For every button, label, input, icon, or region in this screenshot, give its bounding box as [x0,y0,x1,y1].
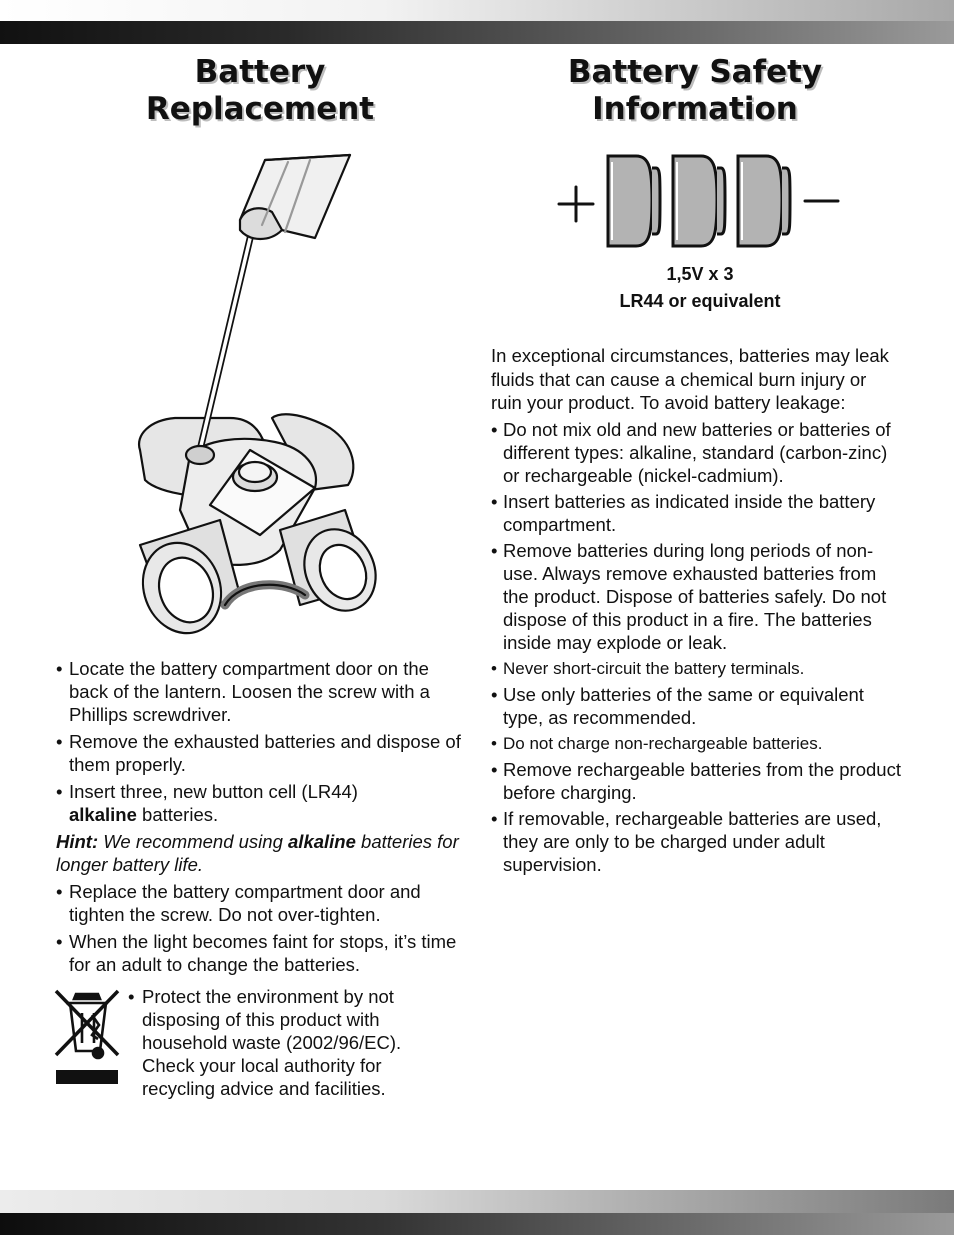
bottom-band-dark [0,1213,954,1235]
heading-line: Information [592,91,798,127]
list-item: • When the light becomes faint for stops, it’s time for an adult to change the batteries. [56,930,461,976]
top-band-dark [0,21,954,44]
list-item: • Use only batteries of the same or equivalent type, as recommended. [491,683,901,729]
list-item: • Remove rechargeable batteries from the product before charging. [491,758,901,804]
environment-note: • Protect the environment by not disposing of this product with household waste (2002/96/EC). Check your local authority for recycling advice and facilities. [128,985,442,1100]
hint-emphasis: alkaline [288,831,356,852]
hint-text: We recommend using [98,831,289,852]
bottom-band-light [0,1190,954,1213]
crossed-out-wheelie-bin-icon [52,985,122,1085]
top-band-light [0,0,954,21]
battery-icon [552,150,847,255]
top-band [0,0,954,44]
safety-intro: In exceptional circumstances, batteries may leak fluids that can cause a chemical burn injury or ruin your product. To avoid battery leakage: [491,345,889,413]
heading-line: Battery [194,54,326,90]
screwdriver-lantern-illustration [100,150,400,640]
replacement-steps [56,657,461,980]
alkaline-emphasis: alkaline [69,804,137,825]
battery-voltage: 1,5V x 3 [666,264,734,284]
heading-line: Replacement [145,91,375,127]
list-item: • Do not charge non-rechargeable batteries. [491,732,901,755]
hint-text: batteries for longer battery life. [56,831,459,875]
battery-type: LR44 or equivalent [619,291,781,311]
battery-replacement-heading [60,54,460,128]
list-item: • Insert batteries as indicated inside the battery compartment. [491,490,901,536]
step3-text: Insert three, new button cell (LR44) [69,781,358,802]
battery-safety-heading [495,54,895,128]
list-item: • If removable, rechargeable batteries are used, they are only to be charged under adult supervision. [491,807,901,876]
list-item: • Remove batteries during long periods of non-use. Always remove exhausted batteries from the product. Dispose of batteries safely. Do not dispose of this product in a fire. The batteries inside may explode or leak. [491,539,901,654]
list-item [56,780,461,826]
heading-line: Battery Safety [567,54,823,90]
safety-list [491,418,901,879]
list-item: • Replace the battery compartment door and tighten the screw. Do not over-tighten. [56,880,461,926]
bottom-band [0,1190,954,1235]
list-item: • Never short-circuit the battery terminals. [491,657,901,680]
step3-suffix: batteries. [136,804,219,825]
hint-label: Hint: [56,831,99,852]
hint-note [56,830,461,876]
list-item: • Locate the battery compartment door on the back of the lantern. Loosen the screw with a Phillips screwdriver. [56,657,461,726]
list-item: • Do not mix old and new batteries or batteries of different types: alkaline, standard (carbon-zinc) or rechargeable (nickel-cadmium). [491,418,901,487]
list-item: • Remove the exhausted batteries and dispose of them properly. [56,730,461,776]
